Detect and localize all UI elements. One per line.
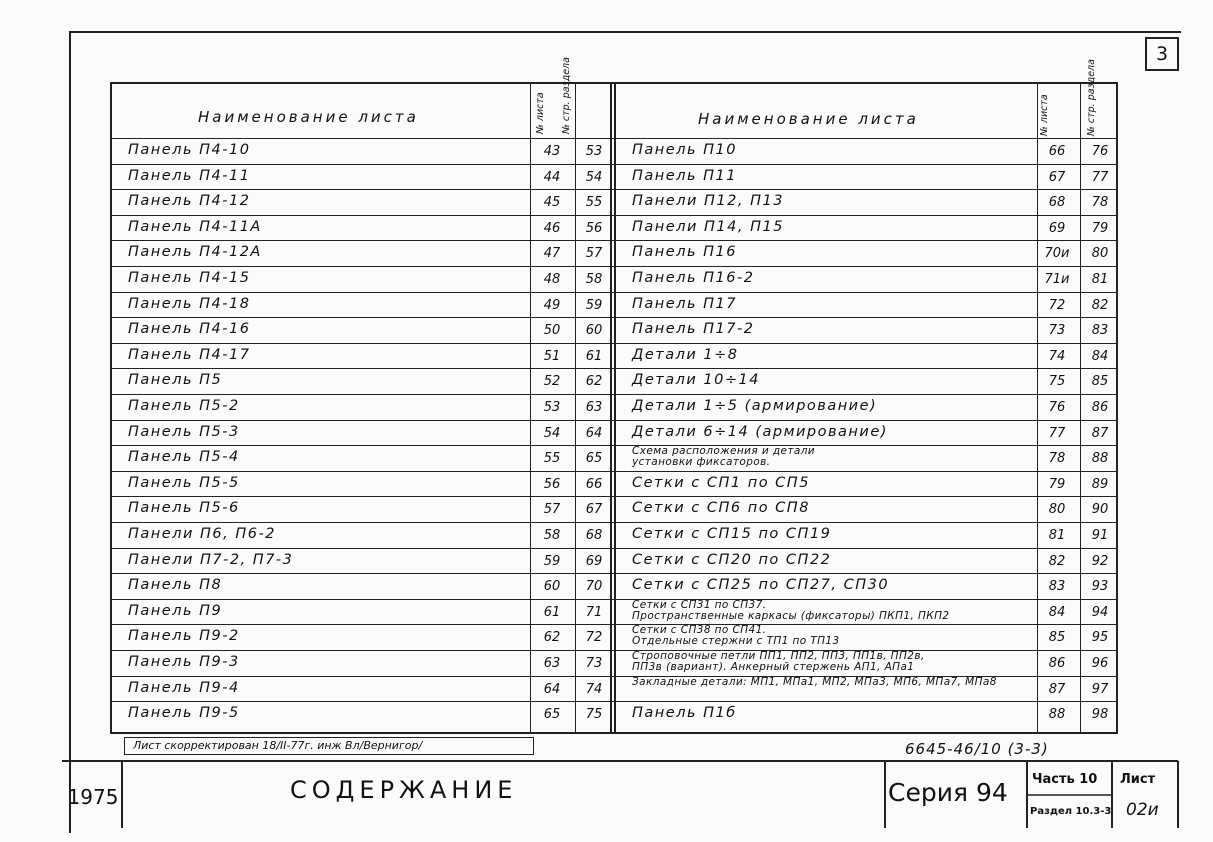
correction-note: Лист скорректирован 18/II-77г. инж Вл/Вернигор/ bbox=[124, 737, 534, 755]
row-page-right: 80 bbox=[1091, 246, 1109, 262]
row-page-left: 72 bbox=[585, 630, 603, 646]
row-page-right: 78 bbox=[1091, 195, 1109, 211]
row-page-left: 67 bbox=[585, 502, 603, 518]
row-divider bbox=[112, 138, 1116, 139]
row-divider bbox=[112, 522, 1116, 523]
row-sheet-left: 46 bbox=[543, 220, 561, 236]
stamp-series: Серия 94 bbox=[888, 778, 1008, 807]
row-sheet-left: 62 bbox=[543, 630, 561, 646]
row-name-right: Панели П14, П15 bbox=[632, 218, 784, 235]
row-page-left: 54 bbox=[585, 169, 603, 185]
row-name-left: Панели П7-2, П7-3 bbox=[128, 551, 294, 568]
row-name-left: Панель П5-3 bbox=[128, 423, 240, 440]
row-divider bbox=[112, 343, 1116, 344]
stamp-section: Раздел 10.3-3 bbox=[1030, 806, 1112, 817]
row-page-left: 74 bbox=[585, 681, 603, 697]
row-page-left: 71 bbox=[585, 604, 603, 620]
row-divider bbox=[112, 266, 1116, 267]
row-sheet-right: 85 bbox=[1048, 630, 1066, 646]
row-name-right: Панель П10 bbox=[632, 142, 737, 158]
row-page-right: 91 bbox=[1091, 528, 1109, 543]
stamp-sheet-label: Лист bbox=[1120, 772, 1156, 787]
row-name-left: Панель П4-15 bbox=[128, 270, 251, 286]
row-name-right: Закладные детали: МП1, МПа1, МП2, МПа3, МП6, МПа7, МПа8 bbox=[632, 675, 997, 688]
row-name-left: Панель П4-18 bbox=[128, 295, 251, 312]
stamp-year: 1975 bbox=[67, 785, 119, 809]
col-divider bbox=[530, 84, 531, 732]
row-page-left: 64 bbox=[585, 425, 603, 441]
row-page-left: 53 bbox=[585, 144, 603, 159]
row-name-left: Панели П6, П6-2 bbox=[128, 526, 276, 542]
row-sheet-right: 81 bbox=[1048, 528, 1066, 543]
row-page-right: 95 bbox=[1091, 630, 1109, 646]
row-name-left: Панель П9-4 bbox=[128, 679, 240, 696]
row-sheet-left: 51 bbox=[543, 348, 561, 364]
row-sheet-left: 55 bbox=[543, 451, 561, 467]
row-divider bbox=[112, 471, 1116, 472]
row-sheet-left: 50 bbox=[543, 323, 561, 339]
row-divider bbox=[112, 496, 1116, 497]
row-name-right: Панель П17-2 bbox=[632, 321, 755, 338]
row-sheet-left: 60 bbox=[543, 579, 561, 595]
row-page-left: 70 bbox=[585, 579, 603, 595]
row-page-left: 59 bbox=[585, 297, 603, 313]
row-name-left: Панель П4-12 bbox=[128, 193, 251, 210]
row-sheet-right: 88 bbox=[1048, 707, 1066, 723]
row-sheet-right: 86 bbox=[1048, 656, 1066, 671]
row-name-left: Панель П4-12А bbox=[128, 244, 262, 261]
row-name-right: Панель П11 bbox=[632, 167, 737, 184]
row-name-left: Панель П4-17 bbox=[128, 346, 251, 363]
row-sheet-right: 83 bbox=[1048, 579, 1066, 595]
row-sheet-left: 56 bbox=[543, 476, 561, 492]
row-name-right: Панель П17 bbox=[632, 295, 737, 312]
row-sheet-right: 70и bbox=[1044, 246, 1070, 262]
row-name-left: Панель П9-2 bbox=[128, 628, 240, 645]
row-name-left: Панель П5-4 bbox=[128, 449, 240, 466]
row-name-right: Сетки с СП20 по СП22 bbox=[632, 551, 832, 568]
row-sheet-left: 52 bbox=[543, 374, 561, 390]
row-name-right: Детали 6÷14 (армирование) bbox=[632, 423, 888, 440]
page-number: 3 bbox=[1145, 37, 1179, 71]
row-sheet-right: 87 bbox=[1048, 681, 1066, 697]
row-sheet-left: 54 bbox=[543, 425, 561, 441]
row-sheet-left: 65 bbox=[543, 707, 561, 723]
row-sheet-right: 75 bbox=[1048, 374, 1066, 390]
row-name-left: Панель П9-5 bbox=[128, 705, 240, 722]
row-sheet-left: 48 bbox=[543, 272, 561, 287]
row-page-left: 56 bbox=[585, 220, 603, 236]
row-name-right: Сетки с СП25 по СП27, СП30 bbox=[632, 577, 890, 594]
row-sheet-right: 78 bbox=[1048, 451, 1066, 467]
row-page-left: 61 bbox=[585, 348, 603, 364]
row-page-right: 98 bbox=[1091, 707, 1109, 723]
row-sheet-left: 64 bbox=[543, 681, 561, 697]
row-page-right: 96 bbox=[1091, 656, 1109, 671]
row-page-right: 90 bbox=[1091, 502, 1109, 518]
row-page-left: 73 bbox=[585, 656, 603, 671]
row-page-left: 75 bbox=[585, 707, 603, 723]
row-sheet-left: 63 bbox=[543, 656, 561, 671]
row-sheet-right: 73 bbox=[1048, 323, 1066, 339]
row-name-right: Сетки с СП15 по СП19 bbox=[632, 526, 832, 542]
row-divider bbox=[112, 240, 1116, 241]
row-page-left: 63 bbox=[585, 400, 603, 415]
row-sheet-right: 74 bbox=[1048, 348, 1066, 364]
row-divider bbox=[112, 701, 1116, 702]
row-divider bbox=[112, 189, 1116, 190]
row-divider bbox=[112, 215, 1116, 216]
row-name-left: Панель П4-10 bbox=[128, 142, 251, 158]
row-page-left: 57 bbox=[585, 246, 603, 262]
row-sheet-right: 77 bbox=[1048, 425, 1066, 441]
row-page-right: 94 bbox=[1091, 604, 1109, 620]
contents-table bbox=[110, 57, 1118, 734]
row-name-right: Панели П12, П13 bbox=[632, 193, 784, 210]
row-name-right: Панель П16 bbox=[632, 244, 737, 261]
row-page-right: 89 bbox=[1091, 476, 1109, 492]
row-sheet-left: 58 bbox=[543, 528, 561, 543]
row-sheet-right: 69 bbox=[1048, 220, 1066, 236]
document-code: 6645-46/10 (3-3) bbox=[905, 740, 1049, 758]
row-sheet-right: 84 bbox=[1048, 604, 1066, 620]
row-name-left: Панель П9-3 bbox=[128, 654, 240, 670]
header-sheet-right: № листа bbox=[1039, 94, 1050, 136]
row-name-left: Панель П4-16 bbox=[128, 321, 251, 338]
header-page-left: № стр. раздела bbox=[561, 57, 572, 134]
row-sheet-right: 79 bbox=[1048, 476, 1066, 492]
header-page-right: № стр. раздела bbox=[1086, 59, 1097, 136]
row-name-left: Панель П5 bbox=[128, 372, 223, 389]
row-divider bbox=[112, 292, 1116, 293]
row-divider bbox=[112, 650, 1116, 651]
row-page-right: 83 bbox=[1091, 323, 1109, 339]
stamp-part: Часть 10 bbox=[1032, 772, 1098, 787]
row-page-right: 93 bbox=[1091, 579, 1109, 595]
row-sheet-left: 45 bbox=[543, 195, 561, 211]
row-sheet-left: 43 bbox=[543, 144, 561, 159]
row-page-left: 68 bbox=[585, 528, 603, 543]
stamp-sheet-value: 02и bbox=[1126, 800, 1159, 820]
row-divider bbox=[112, 164, 1116, 165]
row-sheet-left: 49 bbox=[543, 297, 561, 313]
row-divider bbox=[112, 394, 1116, 395]
row-sheet-left: 44 bbox=[543, 169, 561, 185]
row-sheet-right: 82 bbox=[1048, 553, 1066, 569]
title-block-lines bbox=[62, 758, 1182, 833]
row-sheet-right: 68 bbox=[1048, 195, 1066, 211]
row-name-right: Детали 1÷8 bbox=[632, 346, 739, 363]
header-name-right: Наименование листа bbox=[698, 110, 919, 128]
row-divider bbox=[112, 445, 1116, 446]
row-divider bbox=[112, 317, 1116, 318]
row-name-right: Сетки с СП6 по СП8 bbox=[632, 500, 810, 517]
row-page-right: 77 bbox=[1091, 169, 1109, 185]
row-divider bbox=[112, 624, 1116, 625]
row-name-right: Сетки с СП1 по СП5 bbox=[632, 474, 810, 491]
row-divider bbox=[112, 573, 1116, 574]
row-divider bbox=[112, 548, 1116, 549]
row-page-right: 79 bbox=[1091, 220, 1109, 236]
row-name-right: Детали 1÷5 (армирование) bbox=[632, 398, 878, 414]
row-sheet-left: 47 bbox=[543, 246, 561, 262]
row-divider bbox=[112, 368, 1116, 369]
row-page-left: 58 bbox=[585, 272, 603, 287]
row-sheet-left: 59 bbox=[543, 553, 561, 569]
row-page-left: 69 bbox=[585, 553, 603, 569]
row-sheet-right: 66 bbox=[1048, 144, 1066, 159]
row-divider bbox=[112, 599, 1116, 600]
row-name-right: Панель П1б bbox=[632, 705, 737, 722]
row-name-right: Схема расположения и детали установки фиксаторов. bbox=[632, 445, 816, 469]
row-page-right: 87 bbox=[1091, 425, 1109, 441]
row-page-left: 65 bbox=[585, 451, 603, 467]
row-page-right: 84 bbox=[1091, 348, 1109, 364]
row-name-left: Панель П8 bbox=[128, 577, 223, 594]
row-page-left: 60 bbox=[585, 323, 603, 339]
row-page-right: 97 bbox=[1091, 681, 1109, 697]
row-page-left: 62 bbox=[585, 374, 603, 390]
header-name-left: Наименование листа bbox=[198, 108, 419, 126]
row-sheet-right: 72 bbox=[1048, 297, 1066, 313]
row-page-right: 81 bbox=[1091, 272, 1109, 287]
row-page-left: 55 bbox=[585, 195, 603, 211]
center-divider bbox=[614, 84, 616, 732]
row-page-left: 66 bbox=[585, 476, 603, 492]
row-name-left: Панель П5-5 bbox=[128, 474, 240, 491]
row-sheet-right: 76 bbox=[1048, 400, 1066, 415]
row-name-left: Панель П5-6 bbox=[128, 500, 240, 517]
row-page-right: 76 bbox=[1091, 144, 1109, 159]
row-name-left: Панель П9 bbox=[128, 602, 223, 619]
row-name-left: Панель П4-11А bbox=[128, 218, 262, 235]
row-page-right: 88 bbox=[1091, 451, 1109, 467]
row-divider bbox=[112, 420, 1116, 421]
row-name-right: Сетки с СП38 по СП41. Отдельные стержни с ТП1 по ТП13 bbox=[632, 624, 840, 648]
row-sheet-left: 61 bbox=[543, 604, 561, 620]
row-sheet-left: 53 bbox=[543, 400, 561, 415]
row-name-left: Панель П4-11 bbox=[128, 167, 251, 184]
row-page-right: 82 bbox=[1091, 297, 1109, 313]
row-name-left: Панель П5-2 bbox=[128, 398, 240, 414]
row-name-right: Строповочные петли ПП1, ПП2, ПП3, ПП1в, ПП2в, ПП3в (вариант). Анкерный стержень АП1, АПа1 bbox=[632, 650, 925, 673]
row-page-right: 92 bbox=[1091, 553, 1109, 569]
row-sheet-right: 67 bbox=[1048, 169, 1066, 185]
row-sheet-right: 80 bbox=[1048, 502, 1066, 518]
row-page-right: 85 bbox=[1091, 374, 1109, 390]
header-sheet-left: № листа bbox=[535, 92, 546, 134]
row-name-right: Детали 10÷14 bbox=[632, 372, 760, 389]
row-sheet-left: 57 bbox=[543, 502, 561, 518]
row-name-right: Панель П16-2 bbox=[632, 270, 755, 286]
row-name-right: Сетки с СП31 по СП37. Пространственные каркасы (фиксаторы) ПКП1, ПКП2 bbox=[632, 598, 950, 622]
stamp-title: СОДЕРЖАНИЕ bbox=[290, 776, 518, 804]
row-page-right: 86 bbox=[1091, 400, 1109, 415]
row-sheet-right: 71и bbox=[1044, 272, 1070, 287]
